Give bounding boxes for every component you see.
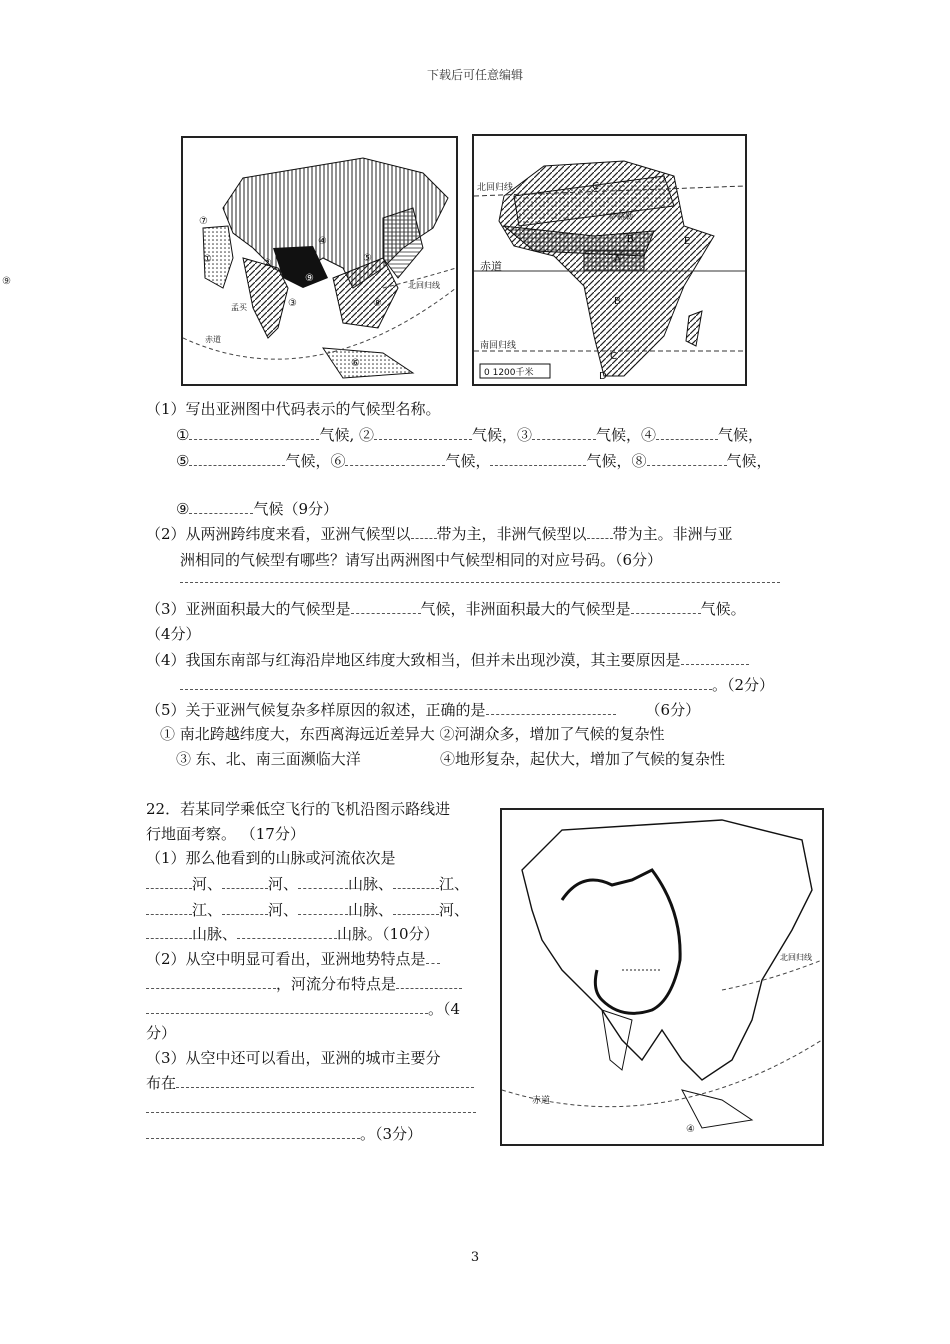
scale-label: 0 1200千米 (484, 368, 534, 378)
q22-part1-title: （1）那么他看到的山脉或河流依次是 (146, 849, 396, 867)
answer-blank[interactable] (222, 874, 268, 889)
answer-blank[interactable] (189, 451, 285, 466)
sahel-label: 萨赫勒 (609, 212, 633, 221)
q21-part5-option3: ③ 东、北、南三面濒临大洋 (176, 750, 361, 768)
answer-blank[interactable] (298, 874, 348, 889)
equator-label: 赤道 (480, 260, 502, 273)
answer-blank[interactable] (393, 874, 439, 889)
q21-part4-line1: （4）我国东南部与红海沿岸地区纬度大致相当，但并未出现沙漠，其主要原因是 (146, 648, 749, 672)
map-mark: ④ (686, 1124, 695, 1135)
tropic-north-label: 北回归线 (477, 183, 514, 193)
q22-part2-line2: ，河流分布特点是 (146, 972, 462, 996)
asia-label: ⑦ (199, 216, 208, 227)
answer-blank[interactable] (298, 900, 348, 915)
answer-blank[interactable] (222, 900, 268, 915)
answer-blank[interactable] (631, 599, 701, 614)
answer-blank[interactable] (189, 499, 253, 514)
q21-part1-line3: ⑨ 气候（9分） (176, 500, 338, 518)
region-label: E (684, 236, 691, 247)
tropic-label: 北回归线 (408, 281, 440, 290)
answer-blank-line[interactable] (146, 1112, 476, 1113)
q21-part3-line1: （3）亚洲面积最大的气候型是 气候，非洲面积最大的气候型是 气候。 (146, 600, 746, 618)
q21-part5-option4: ④地形复杂，起伏大，增加了气候的复杂性 (440, 750, 726, 768)
side-mark: ⑨ (2, 276, 11, 287)
tropic-label: 北回归线 (780, 953, 812, 962)
asia-label: ⑥ (351, 358, 360, 369)
q22-part1-line1: 河、 河、 山脉、 江、 (146, 872, 469, 896)
q22-part2-line4: 分） (146, 1024, 177, 1042)
answer-blank[interactable] (374, 425, 472, 440)
asia-label: ④ (318, 236, 327, 247)
q22-part3-line1: （3）从空中还可以看出，亚洲的城市主要分 (146, 1049, 441, 1067)
answer-blank[interactable] (681, 650, 749, 665)
q21-part1-title: （1）写出亚洲图中代码表示的气候型名称。 (146, 400, 441, 418)
q21-part3-line2: （4分） (146, 625, 201, 643)
q22-part1-line3: 山脉、 山脉。（10分） (146, 922, 439, 946)
page-header: 下载后可任意编辑 (426, 68, 523, 82)
answer-blank[interactable] (146, 874, 192, 889)
q22-line1: 22．若某同学乘低空飞行的飞机沿图示路线进 (146, 800, 451, 818)
q21-part2-line1: （2）从两洲跨纬度来看，亚洲气候型以 带为主，非洲气候型以 带为主。非洲与亚 (146, 525, 733, 543)
answer-blank[interactable] (486, 700, 616, 715)
q22-part3-line4: 。（3分） (146, 1122, 422, 1146)
region-label: A (614, 254, 621, 265)
region-label: C (610, 351, 617, 362)
region-label: D (599, 371, 607, 382)
q21-part5-options1: ① 南北跨越纬度大，东西离海远近差异大 ②河湖众多，增加了气候的复杂性 (160, 725, 665, 743)
answer-blank[interactable] (146, 999, 428, 1014)
q21-part5-line1: （5）关于亚洲气候复杂多样原因的叙述，正确的是 （6分） (146, 701, 701, 719)
answer-blank[interactable] (146, 924, 192, 939)
answer-blank-line[interactable] (180, 582, 780, 583)
asia-map-drawing (183, 138, 456, 384)
answer-blank[interactable] (146, 1124, 360, 1139)
answer-blank[interactable] (146, 974, 276, 989)
q22-part3-line2: 布在 (146, 1071, 474, 1095)
asia-label: ⑤ (363, 253, 372, 264)
answer-blank[interactable] (189, 425, 319, 440)
answer-blank[interactable] (351, 599, 421, 614)
region-label: C (592, 181, 599, 192)
answer-blank[interactable] (237, 924, 337, 939)
asia-label: ② (263, 258, 272, 269)
answer-blank[interactable] (656, 425, 718, 440)
q22-part2-line1: （2）从空中明显可看出，亚洲地势特点是 (146, 947, 440, 971)
answer-blank[interactable] (532, 425, 596, 440)
region-label: B (614, 296, 621, 307)
answer-blank[interactable] (396, 974, 462, 989)
place-label: 孟买 (231, 303, 247, 312)
tropic-south-label: 南回归线 (480, 341, 517, 351)
asia-label: ③ (288, 298, 297, 309)
equator-label: 赤道 (532, 1096, 551, 1106)
asia-climate-map (181, 136, 458, 386)
answer-blank[interactable] (647, 451, 727, 466)
answer-blank[interactable] (180, 675, 712, 690)
africa-climate-map (472, 134, 747, 386)
answer-blank[interactable] (345, 451, 445, 466)
q21-part4-line2: 。（2分） (180, 673, 774, 697)
equator-label: 赤道 (205, 335, 221, 344)
asia-route-map (500, 808, 824, 1146)
asia-label: ⑧ (373, 298, 382, 309)
q21-part1-line1: ① 气候, ② 气候，③ 气候，④ 气候， (176, 426, 764, 444)
q21-part1-line2: ⑤ 气候，⑥ 气候， 气候，⑧ 气候， (176, 452, 772, 470)
answer-blank[interactable] (393, 900, 439, 915)
asia-label: ⑨ (305, 273, 314, 284)
answer-blank[interactable] (426, 949, 440, 964)
q22-line2: 行地面考察。 （17分） (146, 825, 305, 843)
answer-blank[interactable] (146, 900, 192, 915)
q21-part2-line2: 洲相同的气候型有哪些？请写出两洲图中气候型相同的对应号码。（6分） (180, 551, 663, 569)
answer-blank[interactable] (490, 451, 586, 466)
answer-blank[interactable] (411, 524, 437, 539)
answer-blank[interactable] (176, 1073, 474, 1088)
q22-part2-line3: 。（4 (146, 997, 460, 1021)
region-label: B (627, 234, 634, 245)
q22-part1-line2: 江、 河、 山脉、 河、 (146, 898, 469, 922)
asia-label: ① (203, 254, 212, 265)
answer-blank[interactable] (587, 524, 613, 539)
page-number: 3 (470, 1250, 480, 1265)
